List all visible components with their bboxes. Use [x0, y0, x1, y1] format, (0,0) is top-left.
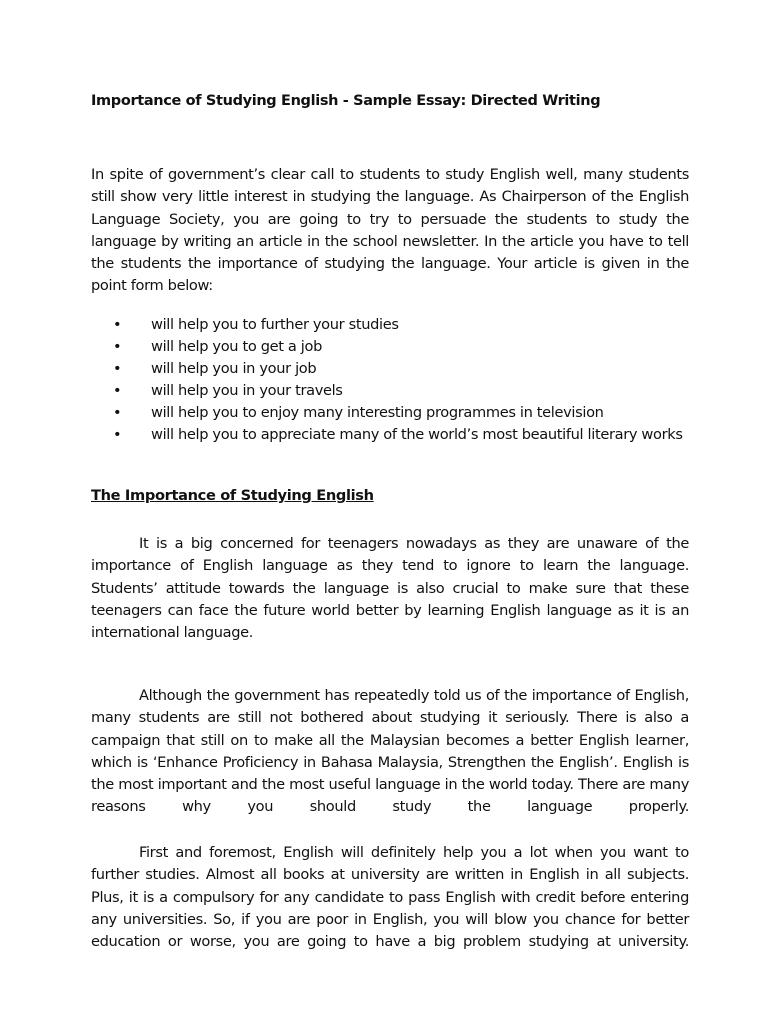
bullet-icon: • — [113, 382, 122, 399]
body-paragraph: Although the government has repeatedly told us of the importance of English, many students are still not bothered about studying it seriously. There is also a campaign that still on to make all the Malaysian becomes a better English learner, which is ‘Enhance Proficiency in Bahasa Malaysia, Strengthen the English’. English is the most important and the most useful language in the world today. There are many reasons why you should study the language properly. — [91, 687, 689, 816]
bullet-text: will help you in your travels — [151, 382, 343, 399]
bullet-icon: • — [113, 338, 122, 355]
bullet-item — [91, 314, 689, 336]
bullet-item — [91, 336, 689, 358]
bullet-text: will help you in your job — [151, 360, 317, 377]
bullet-text: will help you to appreciate many of the world’s most beautiful literary works — [151, 426, 683, 443]
bullet-text: will help you to enjoy many interesting programmes in television — [151, 404, 604, 421]
bullet-text: will help you to get a job — [151, 338, 322, 355]
document-title: Importance of Studying English - Sample Essay: Directed Writing — [91, 93, 601, 109]
bullet-icon: • — [113, 316, 122, 333]
bullet-item — [91, 424, 689, 446]
bullet-text: will help you to further your studies — [151, 316, 399, 333]
bullet-icon: • — [113, 360, 122, 377]
bullet-item — [91, 380, 689, 402]
body-paragraph: First and foremost, English will definitely help you a lot when you want to further studies. Almost all books at university are written in English in all subjects. Plus, it is a compulsory for any candidate to pass English with credit before entering any universities. So, if you are poor in English, you will blow you chance for better education or worse, you are going to have a big problem studying at university. — [91, 844, 689, 951]
section-heading: The Importance of Studying English — [91, 487, 374, 504]
bullet-list — [91, 314, 689, 446]
body-paragraph: It is a big concerned for teenagers nowadays as they are unaware of the importance of English language as they tend to ignore to learn the language. Students’ attitude towards the language is also crucial to make sure that these teenagers can face the future world better by learning English language as it is an international language. — [91, 535, 689, 642]
bullet-item — [91, 358, 689, 380]
bullet-icon: • — [113, 426, 122, 443]
intro-paragraph: In spite of government’s clear call to students to study English well, many students still show very little interest in studying the language. As Chairperson of the English Language Society, you are going to try to persuade the students to study the language by writing an article in the school newsletter. In the article you have to tell the students the importance of studying the language. Your article is given in the point form below: — [91, 166, 689, 295]
bullet-item — [91, 402, 689, 424]
bullet-icon: • — [113, 404, 122, 421]
